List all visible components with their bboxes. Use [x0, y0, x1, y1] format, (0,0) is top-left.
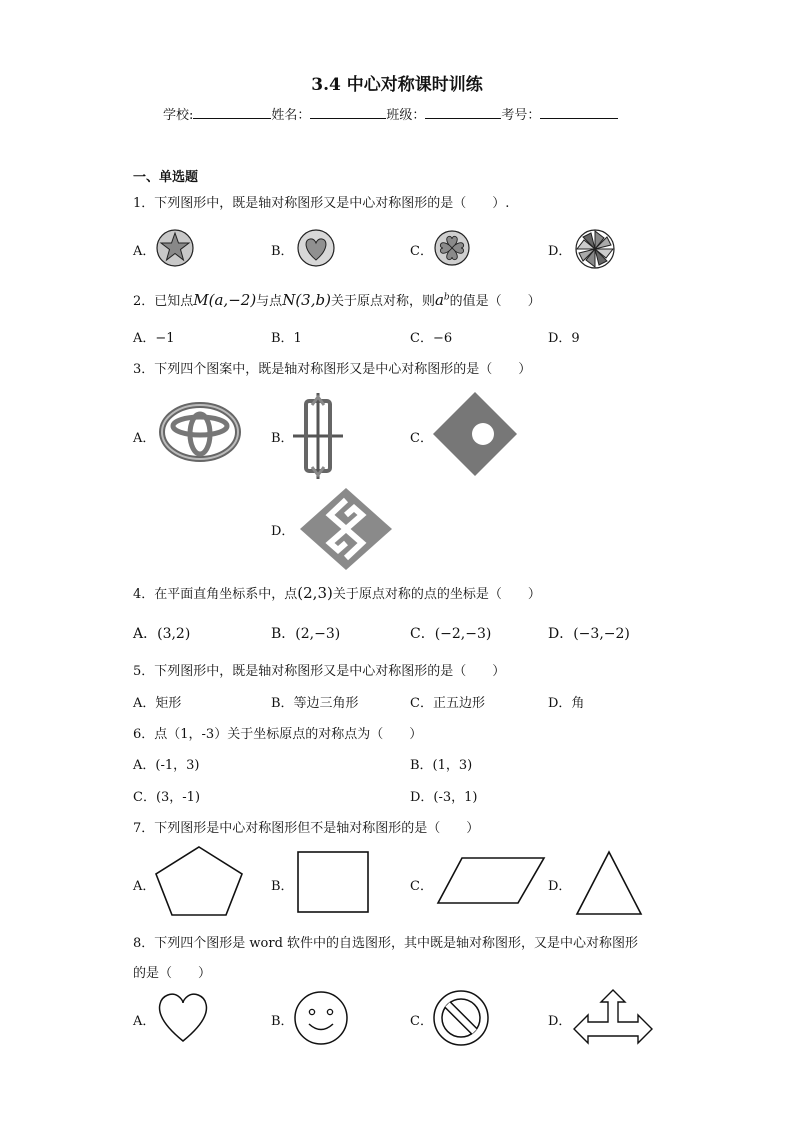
q7-option-a-label: A． [133, 879, 156, 894]
class-label: 班级： [386, 108, 426, 123]
section-title: 一、单选题 [133, 170, 199, 185]
q5-option-a: A．矩形 [133, 696, 182, 711]
q3-option-a-label: A． [133, 431, 156, 446]
q4-option-b: B．(2,−3) [271, 626, 341, 642]
heart-icon [156, 990, 210, 1044]
q1-option-b-label: B． [271, 244, 294, 259]
q6-option-d: D．(-3，1) [410, 790, 478, 805]
class-blank [425, 106, 501, 119]
q2-option-d: D．9 [548, 331, 580, 346]
pentagon-icon [154, 845, 244, 917]
q5-option-c: C．正五边形 [410, 696, 485, 711]
q2-point-m: M(a,−2) [193, 291, 257, 309]
question-4-stem [133, 583, 541, 602]
q2-option-c: C．−6 [410, 331, 453, 346]
q2-text-3: 关于原点对称，则 [330, 294, 435, 309]
q7-option-d-label: D． [548, 879, 572, 894]
triangle-icon [575, 850, 643, 916]
q8-option-a-label: A． [133, 1014, 156, 1029]
three-way-arrow-icon [572, 988, 654, 1046]
pinwheel-in-circle-icon [574, 228, 616, 270]
question-8-stem-line-1: 8．下列四个图形是 word 软件中的自选图形，其中既是轴对称图形，又是中心对称图形 [133, 936, 639, 951]
school-blank [193, 106, 271, 119]
smiley-face-icon [293, 990, 349, 1046]
toyota-logo-icon [160, 402, 240, 462]
q7-option-c-label: C． [410, 879, 433, 894]
question-8-stem-line-2: 的是（ ） [133, 966, 212, 981]
name-blank [310, 106, 386, 119]
q8-option-d-label: D． [548, 1014, 572, 1029]
school-label: 学校: [163, 108, 194, 123]
lincoln-logo-icon [293, 393, 343, 479]
q2-text-1: 2．已知点 [133, 294, 194, 309]
question-1-stem: 1．下列图形中，既是轴对称图形又是中心对称图形的是（ ）. [133, 196, 510, 211]
q4-text-1: 4．在平面直角坐标系中，点 [133, 587, 298, 602]
q4-option-d: D．(−3,−2) [548, 626, 630, 642]
q3-option-d-label: D． [271, 524, 295, 539]
q4-text-2: 关于原点对称的点的坐标是（ ） [332, 587, 541, 602]
q4-point: (2,3) [297, 584, 333, 602]
question-5-stem: 5．下列图形中，既是轴对称图形又是中心对称图形的是（ ） [133, 664, 506, 679]
q2-base-a: a [434, 291, 444, 309]
q6-option-a: A．(-1，3) [133, 758, 200, 773]
parallelogram-icon [436, 856, 546, 906]
question-7-stem: 7．下列图形是中心对称图形但不是轴对称图形的是（ ） [133, 821, 480, 836]
q6-option-b: B．(1，3) [410, 758, 473, 773]
page-title: 3.4 中心对称课时训练 [311, 75, 483, 95]
q1-option-d-label: D． [548, 244, 572, 259]
question-6-stem: 6．点（1，-3）关于坐标原点的对称点为（ ） [133, 727, 423, 742]
q4-option-c: C．(−2,−3) [410, 626, 492, 642]
q3-option-b-label: B． [271, 431, 294, 446]
q1-option-c-label: C． [410, 244, 433, 259]
exam-no-blank [540, 106, 618, 119]
q5-option-d: D．角 [548, 696, 585, 711]
q2-point-n: N(3,b) [282, 291, 331, 309]
q8-option-c-label: C． [410, 1014, 433, 1029]
exam-no-label: 考号： [501, 108, 541, 123]
q2-text-4: 的值是（ ） [449, 294, 541, 309]
prohibited-sign-icon [432, 989, 490, 1047]
star-in-circle-icon [155, 228, 195, 268]
q2-exponent-b: b [443, 292, 450, 303]
student-info-line [163, 104, 618, 123]
question-3-stem: 3．下列四个图案中，既是轴对称图形又是中心对称图形的是（ ） [133, 362, 532, 377]
square-icon [296, 850, 370, 914]
q3-option-c-label: C． [410, 431, 433, 446]
q4-option-a: A．(3,2) [133, 626, 191, 642]
q8-option-b-label: B． [271, 1014, 294, 1029]
spiral-diamond-icon [300, 488, 392, 570]
q2-option-b: B．1 [271, 331, 302, 346]
q7-option-b-label: B． [271, 879, 294, 894]
q1-option-a-label: A． [133, 244, 156, 259]
diamond-with-hole-icon [433, 392, 517, 476]
four-heart-clover-icon [433, 229, 471, 267]
heart-in-circle-icon [296, 228, 336, 268]
q6-option-c: C．(3，-1) [133, 790, 201, 805]
q2-text-2: 与点 [256, 294, 283, 309]
name-label: 姓名： [271, 108, 311, 123]
q2-option-a: A．−1 [133, 331, 175, 346]
question-2-stem [133, 290, 541, 309]
q5-option-b: B．等边三角形 [271, 696, 359, 711]
